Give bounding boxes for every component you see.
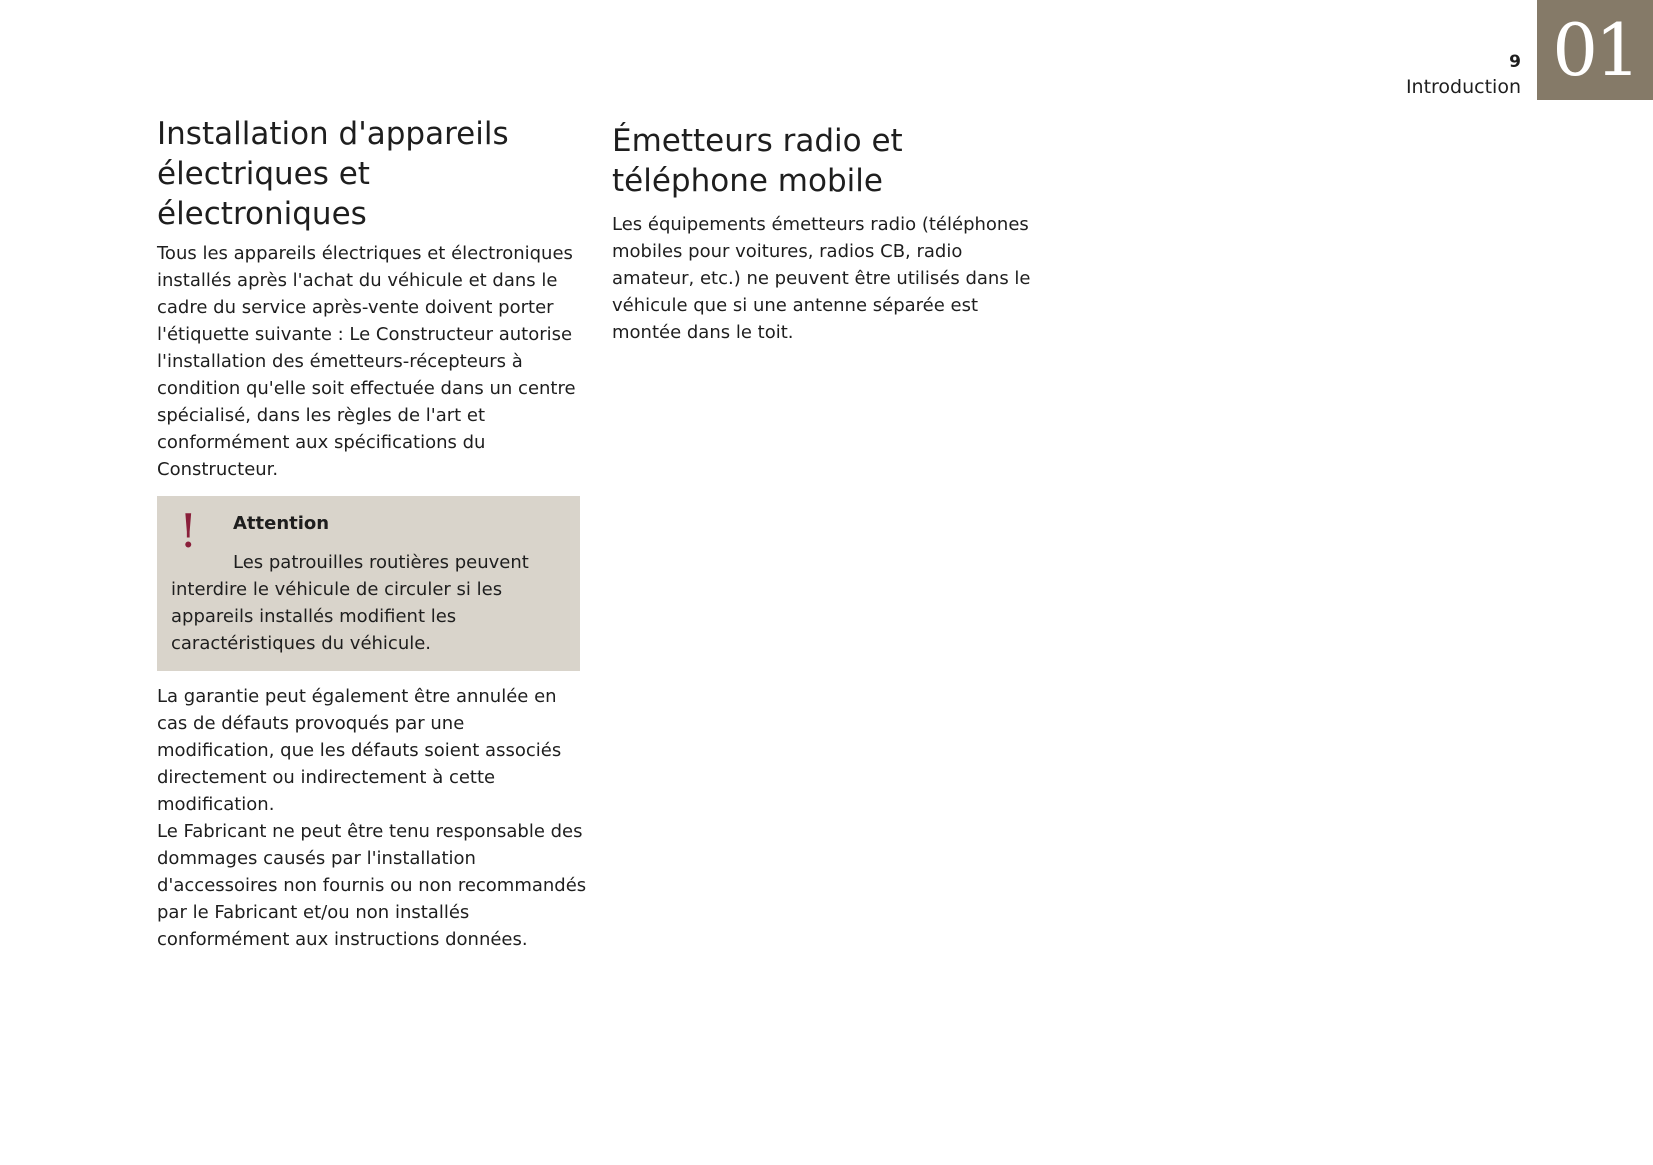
exclamation-icon: ! xyxy=(179,504,198,558)
radio-paragraph: Les équipements émetteurs radio (téléphones mobiles pour voitures, radios CB, radio amateur, etc.) ne peuvent être utilisés dans le véhicule que si une antenne séparée est montée dans le toit. xyxy=(612,214,1031,343)
notice-title: Attention xyxy=(233,513,330,534)
radio-heading: Émetteurs radio et téléphone mobile xyxy=(612,123,903,199)
warranty-paragraph: La garantie peut également être annulée en cas de défauts provoqués par une modification, que les défauts soient associés directement ou indirectement à cette modification. xyxy=(157,686,562,815)
liability-paragraph: Le Fabricant ne peut être tenu responsable des dommages causés par l'installation d'accessoires non fournis ou non recommandés par le Fabricant et/ou non installés conformément aux instructions données. xyxy=(157,821,587,950)
page-number: 9 xyxy=(1509,52,1521,72)
attention-notice xyxy=(157,496,580,671)
installation-intro-paragraph: Tous les appareils électriques et électroniques installés après l'achat du véhicule et dans le cadre du service après-vente doivent porter l'étiquette suivante : Le Constructeur autorise l'installation des émetteurs-récepteurs à condition qu'elle soit effectuée dans un centre spécialisé, dans les règles de l'art et conformément aux spécifications du Constructeur. xyxy=(157,243,576,480)
chapter-tab: 01 xyxy=(1537,0,1653,100)
notice-text: Les patrouilles routières peuvent interdire le véhicule de circuler si les appareils installés modifient les caractéristiques du véhicule. xyxy=(171,552,529,654)
page-header xyxy=(1406,50,1521,100)
section-name: Introduction xyxy=(1405,76,1521,98)
installation-heading: Installation d'appareils électriques et électroniques xyxy=(157,116,509,232)
right-column xyxy=(612,121,1042,346)
left-column xyxy=(157,114,587,953)
